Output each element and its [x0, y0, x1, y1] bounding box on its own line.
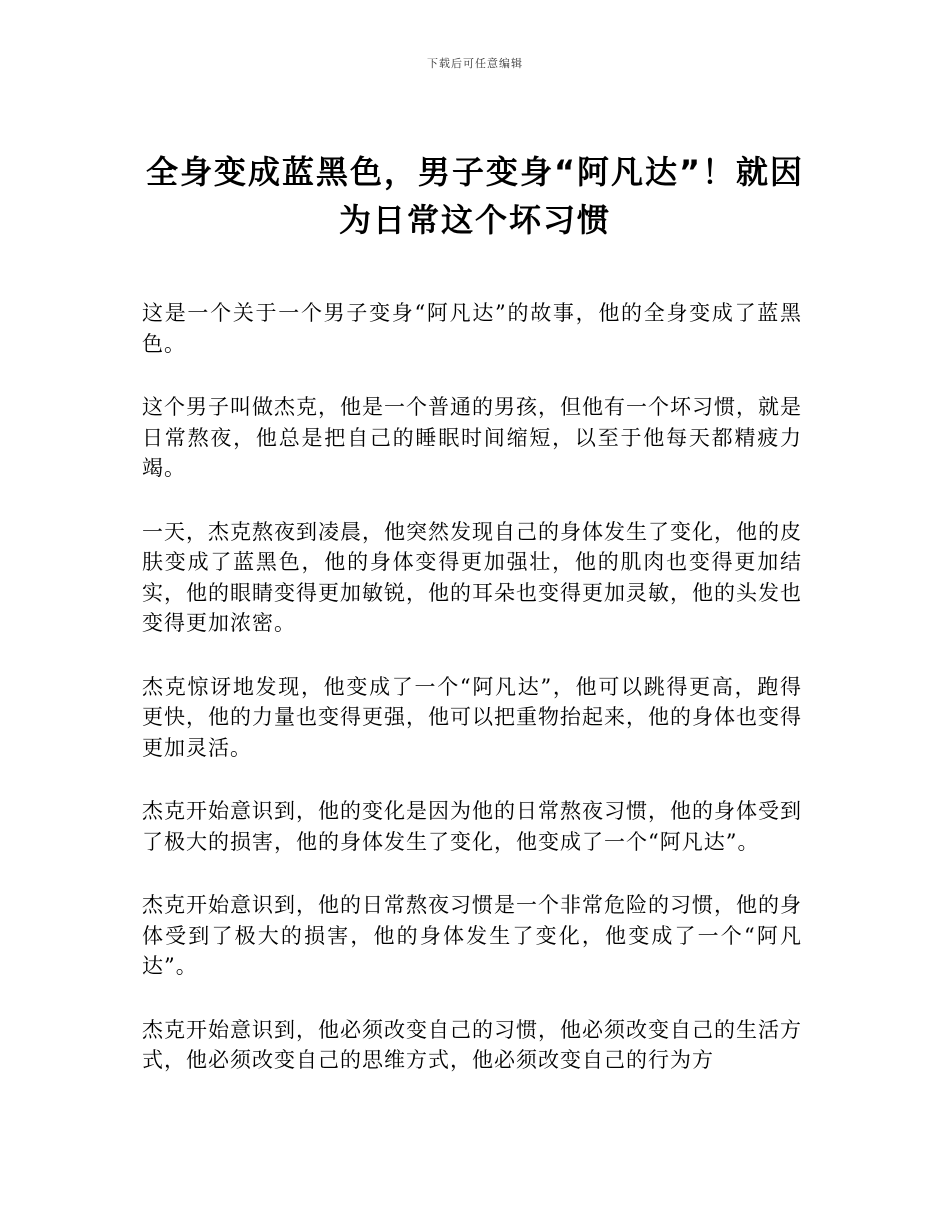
document-body: [142, 298, 802, 1109]
paragraph: 杰克开始意识到，他的日常熬夜习惯是一个非常危险的习惯，他的身体受到了极大的损害，他的身体发生了变化，他变成了一个“阿凡达”。: [142, 893, 802, 978]
paragraph: 杰克开始意识到，他的变化是因为他的日常熬夜习惯，他的身体受到了极大的损害，他的身体发生了变化，他变成了一个“阿凡达”。: [142, 799, 802, 854]
paragraph: 一天，杰克熬夜到凌晨，他突然发现自己的身体发生了变化，他的皮肤变成了蓝黑色，他的身体变得更加强壮，他的肌肉也变得更加结实，他的眼睛变得更加敏锐，他的耳朵也变得更加灵敏，他的头发也变得更加浓密。: [142, 519, 802, 635]
paragraph: 杰克惊讶地发现，他变成了一个“阿凡达”，他可以跳得更高，跑得更快，他的力量也变得更强，他可以把重物抬起来，他的身体也变得更加灵活。: [142, 674, 802, 760]
paragraph: 这是一个关于一个男子变身“阿凡达”的故事，他的全身变成了蓝黑色。: [142, 301, 802, 356]
paragraph: 这个男子叫做杰克，他是一个普通的男孩，但他有一个坏习惯，就是日常熬夜，他总是把自己的睡眠时间缩短，以至于他每天都精疲力竭。: [142, 395, 802, 480]
paragraph: 杰克开始意识到，他必须改变自己的习惯，他必须改变自己的生活方式，他必须改变自己的思维方式，他必须改变自己的行为方: [142, 1017, 802, 1072]
document-title: 全身变成蓝黑色，男子变身“阿凡达”！就因为日常这个坏习惯: [145, 153, 805, 239]
page-header: 下载后可任意编辑: [427, 57, 523, 70]
